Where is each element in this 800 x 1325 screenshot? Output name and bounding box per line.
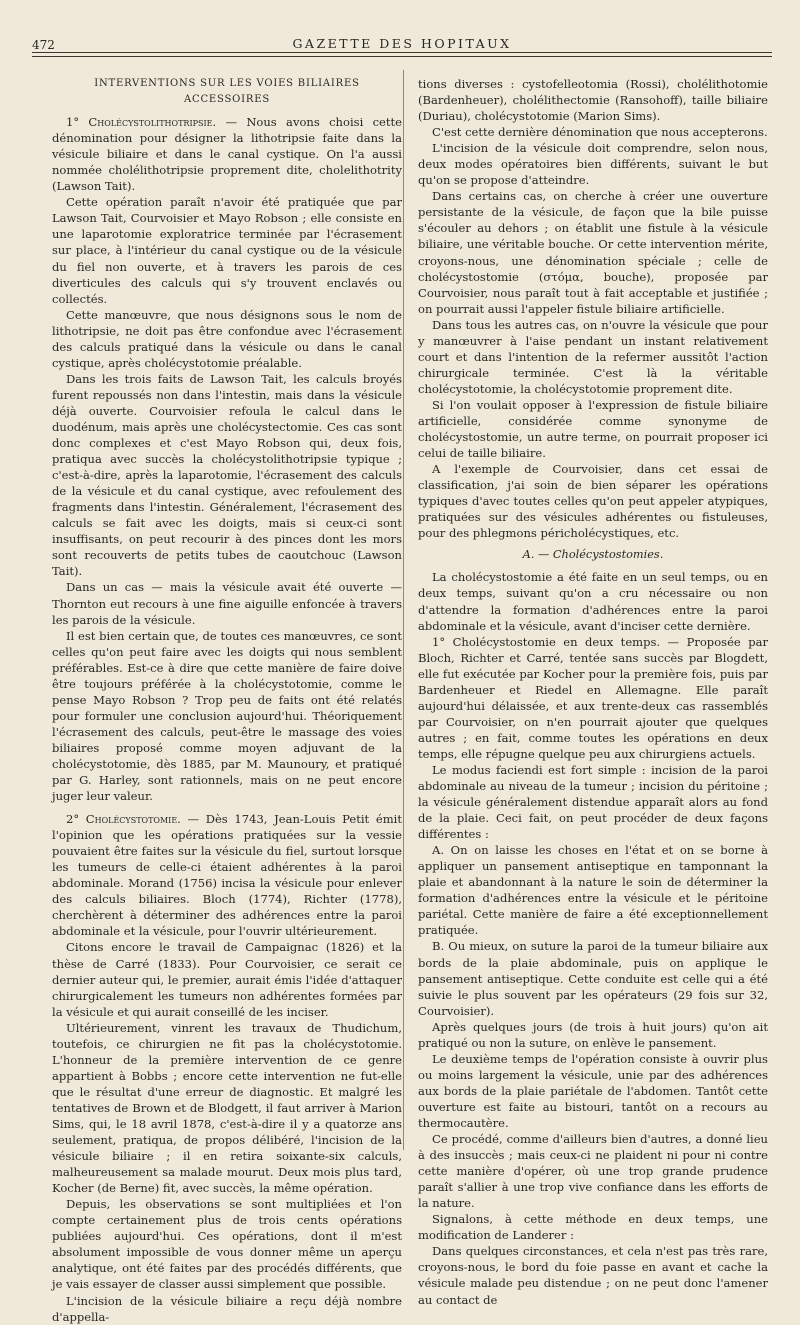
paragraph xyxy=(52,1196,402,1292)
paragraph xyxy=(418,1243,768,1307)
paragraph xyxy=(52,628,402,805)
paragraph xyxy=(418,1019,768,1051)
paragraph-text: Cette manœuvre, que nous désignons sous le nom de lithotripsie, ne doit pas être confondue avec l'écrasement des calculs pratiqué dans la vésicule ou dans le canal cystique, après cholécystotomie préalable. xyxy=(52,307,402,370)
paragraph-lead: 1° Cholécystolithotripsie. xyxy=(66,115,217,130)
paragraph xyxy=(418,124,768,140)
right-column-intro xyxy=(418,76,768,541)
paragraph xyxy=(418,842,768,938)
paragraph xyxy=(418,938,768,1018)
paragraph-text: Après quelques jours (de trois à huit jours) qu'on ait pratiqué ou non la suture, on enlève le pansement. xyxy=(418,1019,768,1050)
right-column xyxy=(418,76,768,1308)
paragraph xyxy=(418,140,768,188)
paragraph xyxy=(52,194,402,306)
paragraph-text: Dans tous les autres cas, on n'ouvre la vésicule que pour y manœuvrer à l'aise pendant un instant relativement court et dans l'intention de la refermer aussitôt l'action chirurgicale terminée. C'est là la véritable cholécystotomie, la cholécystotomie proprement dite. xyxy=(418,317,768,396)
paragraph-text: Cette opération paraît n'avoir été pratiquée que par Lawson Tait, Courvoisier et Mayo Robson ; elle consiste en une laparotomie exploratrice terminée par l'écrasement sur place, à l'intérieur du canal cystique ou de la vésicule du fiel non ouverte, et à travers les parois de ces diverticules des calculs qui s'y trouvent enclavés ou collectés. xyxy=(52,195,402,306)
paragraph xyxy=(418,1051,768,1131)
paragraph-text: Si l'on voulait opposer à l'expression de fistule biliaire artificielle, considérée comme synonyme de cholécystostomie, un autre terme, on pourrait proposer ici celui de taille biliaire. xyxy=(418,397,768,461)
paragraph xyxy=(52,579,402,627)
page-number: 472 xyxy=(32,38,55,52)
paragraph-text: 1° Cholécystostomie en deux temps. — Proposée par Bloch, Richter et Carré, tentée sans succès par Blogdett, elle fut exécutée par Kocher pour la première fois, puis par Bardenheuer et Riedel en Allemagne. Elle paraît aujourd'hui délaissée, et aux trente-deux cas rassemblés par Courvoisier, on n'en pourrait ajouter que quelques autres ; en fait, comme toutes les opérations en deux temps, elle répugne quelque peu aux chirurgiens actuels. xyxy=(418,634,768,761)
paragraph xyxy=(52,1293,402,1325)
paragraph-text: L'incision de la vésicule doit comprendre, selon nous, deux modes opératoires bien différents, suivant le but qu'on se propose d'atteindre. xyxy=(418,141,768,188)
paragraph xyxy=(418,76,768,124)
left-column xyxy=(52,76,402,1325)
paragraph-text: Dans les trois faits de Lawson Tait, les calculs broyés furent repoussés non dans l'intestin, mais dans la vésicule déjà ouverte. Courvoisier refoula le calcul dans le duodénum, mais après une cholécystectomie. Ces cas sont donc complexes et c'est Mayo Robson qui, deux fois, pratiqua avec succès la cholécystolithotripsie typique ; c'est-à-dire, après la laparotomie, l'écrasement des calculs de la vésicule et du canal cystique, avec refoulement des fragments dans l'intestin. Généralement, l'écrasement des calculs se fait avec les doigts, mais si ceux-ci sont insuffisants, on peut recourir à des pinces dont les mors sont recouverts de petits tubes de caoutchouc (Lawson Tait). xyxy=(52,371,402,579)
paragraph xyxy=(52,811,402,939)
paragraph-text: — Dès 1743, Jean-Louis Petit émit l'opinion que les opérations pratiquées sur la vessie pouvaient être faites sur la vésicule du fiel, surtout lorsque les tumeurs de celle-ci étaient adhérentes à la paroi abdominale. Morand (1756) incisa la vésicule pour enlever des calculs biliaires. Bloch (1774), Richter (1778), cherchèrent à déterminer des adhérences entre la paroi abdominale et la vésicule, pour l'ouvrir ultérieurement. xyxy=(52,812,402,939)
paragraph-text: Ultérieurement, vinrent les travaux de Thudichum, toutefois, ce chirurgien ne fit pas la cholécystotomie. L'honneur de la première intervention de ce genre appartient à Bobbs ; encore cette intervention ne fut-elle que le résultat d'une erreur de diagnostic. Et malgré les tentatives de Brown et de Blodgett, il faut arriver à Marion Sims, qui, le 18 avril 1878, c'est-à-dire il y a quatorze ans seulement, pratiqua, de propos délibéré, l'incision de la vésicule biliaire ; il en retira soixante-six calculs, malheureusement sa malade mourut. Deux mois plus tard, Kocher (de Berne) fit, avec succès, la même opération. xyxy=(52,1020,402,1196)
right-column-body xyxy=(418,569,768,1307)
header-rule-top xyxy=(32,52,772,53)
paragraph-text: — Nous avons choisi cette dénomination pour désigner la lithotripsie faite dans la vésicule biliaire et dans le canal cystique. On l'a aussi nommée cholélithotripsie proprement dite, cholelithotrity (Lawson Tait). xyxy=(52,115,402,194)
paragraph-text: B. Ou mieux, on suture la paroi de la tumeur biliaire aux bords de la plaie abdominale, puis on applique le pansement antiseptique. Cette conduite est celle qui a été suivie le plus souvent par les opérateurs (29 fois sur 32, Courvoisier). xyxy=(418,939,768,1018)
paragraph-text: Il est bien certain que, de toutes ces manœuvres, ce sont celles qu'on peut faire avec les doigts qui nous semblent préférables. Est-ce à dire que cette manière de faire doive être toujours préférée à la cholécystotomie, comme le pense Mayo Robson ? Trop peu de faits ont été relatés pour formuler une conclusion aujourd'hui. Théoriquement l'écrasement des calculs, peut-être le massage des voies biliaires proposé comme moyen adjuvant de la cholécystotomie, dès 1885, par M. Maunoury, et pratiqué par G. Harley, sont rationnels, mais on ne peut encore juger leur valeur. xyxy=(52,628,402,804)
paragraph xyxy=(418,1211,768,1243)
paragraph-text: La cholécystostomie a été faite en un seul temps, ou en deux temps, suivant qu'on a cru nécessaire ou non d'attendre la formation d'adhérences entre la paroi abdominale et la vésicule, avant d'inciser cette dernière. xyxy=(418,570,768,633)
paragraph-text: Le deuxième temps de l'opération consiste à ouvrir plus ou moins largement la vésicule, unie par des adhérences aux bords de la plaie pariétale de l'abdomen. Tantôt cette ouverture est faite au bistouri, tantôt on a recours au thermocautère. xyxy=(418,1051,768,1130)
paragraph xyxy=(52,371,402,580)
journal-title: GAZETTE DES HOPITAUX xyxy=(292,36,512,51)
paragraph-text: Ce procédé, comme d'ailleurs bien d'autres, a donné lieu à des insuccès ; mais ceux-ci ne plaident ni pour ni contre cette manière d'opérer, où une trop grande prudence paraît s'allier à une trop vive confiance dans les efforts de la nature. xyxy=(418,1132,768,1211)
paragraph xyxy=(418,569,768,633)
paragraph xyxy=(418,317,768,397)
paragraph-text: L'incision de la vésicule biliaire a reçu déjà nombre d'appella- xyxy=(52,1293,402,1324)
paragraph-text: Signalons, à cette méthode en deux temps, une modification de Landerer : xyxy=(418,1212,768,1243)
paragraph xyxy=(418,762,768,842)
paragraph-text: A l'exemple de Courvoisier, dans cet essai de classification, j'ai soin de bien séparer les opérations typiques d'avec toutes celles qu'on peut appeler atypiques, pratiquées sur des vésicules adhérentes ou fistuleuses, pour des phlegmons péricholécystiques, etc. xyxy=(418,462,768,541)
paragraph-text: Dans quelques circonstances, et cela n'est pas très rare, croyons-nous, le bord du foie passe en avant et cache la vésicule malade peu distendue ; on ne peut donc l'amener au contact de xyxy=(418,1244,768,1307)
paragraph xyxy=(418,461,768,541)
paragraph-text: Depuis, les observations se sont multipliées et l'on compte certainement plus de trois cents opérations publiées aujourd'hui. Ces opérations, dont il m'est absolument impossible de vous donner même un aperçu analytique, ont été faites par des procédés différents, que je vais essayer de classer aussi simplement que possible. xyxy=(52,1197,402,1292)
paragraph xyxy=(418,1131,768,1211)
paragraph xyxy=(418,397,768,461)
paragraph xyxy=(418,634,768,762)
paragraph xyxy=(52,1020,402,1197)
header-rule-bottom xyxy=(32,56,772,57)
paragraph-text: Dans certains cas, on cherche à créer une ouverture persistante de la vésicule, de façon que la bile puisse s'écouler au dehors ; on établit une fistule à la vésicule biliaire, une véritable bouche. Or cette intervention mérite, croyons-nous, une dénomination spéciale ; celle de cholécystostomie (στόμα, bouche), proposée par Courvoisier, nous paraît tout à fait acceptable et justifiée ; on pourrait aussi l'appeler fistule biliaire artificielle. xyxy=(418,189,768,316)
subsection-title: A. — Cholécystostomies. xyxy=(522,548,664,562)
paragraph-text: Citons encore le travail de Campaignac (1826) et la thèse de Carré (1833). Pour Courvoisier, ce serait ce dernier auteur qui, le premier, aurait émis l'idée d'attaquer chirurgicalement les tumeurs non adhérentes formées par la vésicule et qui aurait conseillé de les inciser. xyxy=(52,940,402,1019)
paragraph xyxy=(52,939,402,1019)
paragraph-text: tions diverses : cystofelleotomia (Rossi), cholélithotomie (Bardenheuer), cholélithectomie (Ransohoff), taille biliaire (Duriau), cholécystotomie (Marion Sims). xyxy=(418,77,768,124)
paragraph-text: A. On on laisse les choses en l'état et on se borne à appliquer un pansement antiseptique en tamponnant la plaie et abandonnant à la nature le soin de déterminer la formation d'adhérences entre la vésicule et le péritoine pariétal. Cette manière de faire a été exceptionnellement pratiquée. xyxy=(418,843,768,938)
paragraph-text: Le modus faciendi est fort simple : incision de la paroi abdominale au niveau de la tumeur ; incision du péritoine ; la vésicule généralement distendue apparaît alors au fond de la plaie. Ceci fait, on peut procéder de deux façons différentes : xyxy=(418,762,768,842)
paragraph-text: Dans un cas — mais la vésicule avait été ouverte — Thornton eut recours à une fine aiguille enfoncée à travers les parois de la vésicule. xyxy=(52,580,402,627)
paragraph xyxy=(52,114,402,194)
column-divider xyxy=(403,70,404,1150)
paragraph-text: C'est cette dernière dénomination que nous accepterons. xyxy=(432,125,768,140)
paragraph xyxy=(418,188,768,316)
paragraph-lead: 2° Cholécystotomie. xyxy=(66,812,181,827)
paragraph xyxy=(52,307,402,371)
section-title: INTERVENTIONS SUR LES VOIES BILIAIRES ACCESSOIRES xyxy=(94,78,360,106)
